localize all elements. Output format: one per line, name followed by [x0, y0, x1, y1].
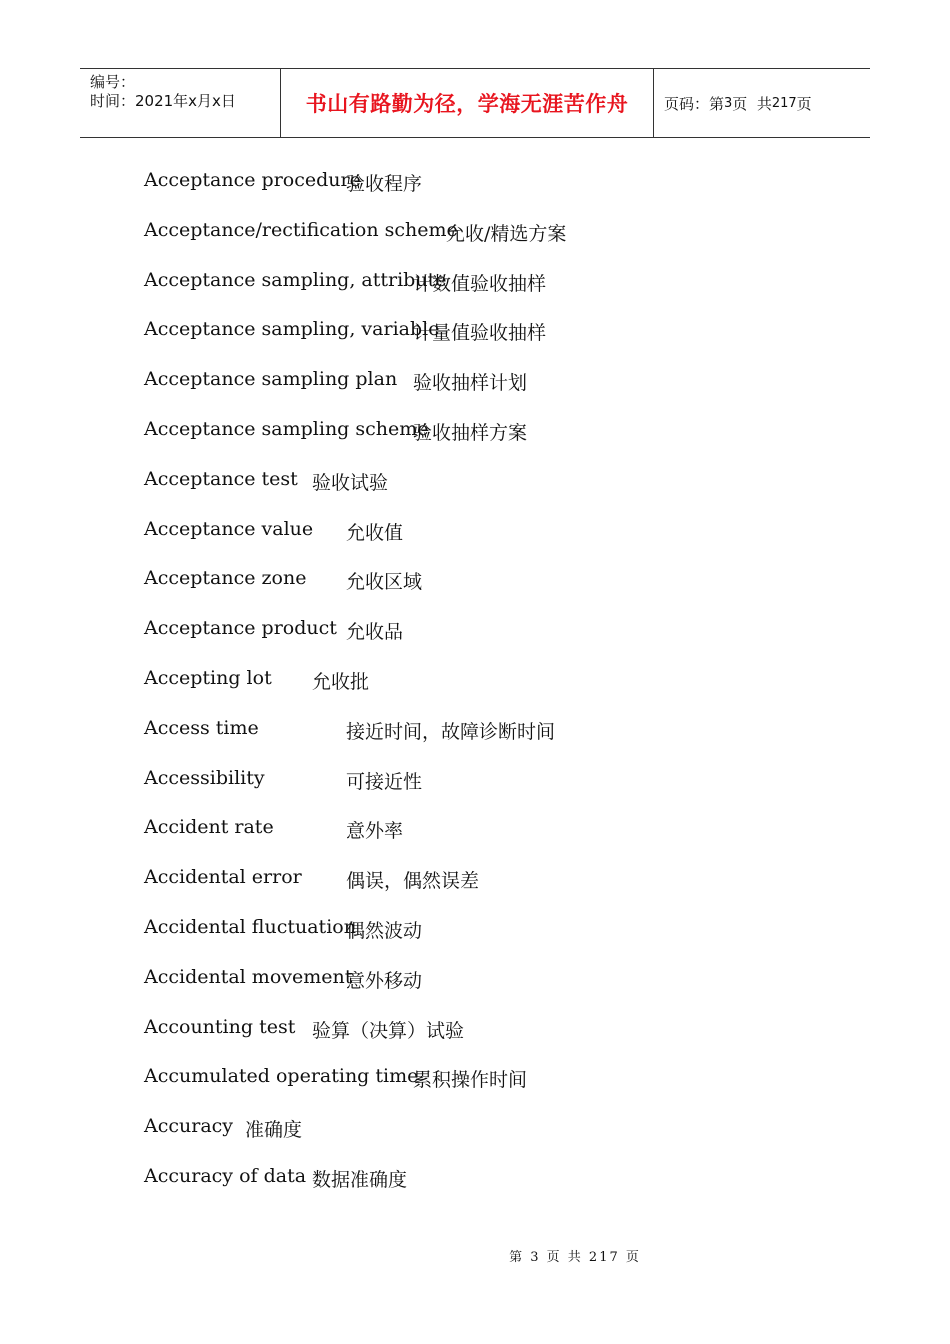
- list-item: [144, 313, 844, 363]
- term-en: Accident rate: [144, 816, 274, 839]
- header-info-cell: [80, 69, 281, 137]
- term-en: Accumulated operating time: [144, 1065, 419, 1088]
- term-zh: 累积操作时间: [413, 1069, 528, 1092]
- list-item: [144, 264, 844, 314]
- term-zh: 允收值: [346, 521, 404, 544]
- header-motto: 书山有路勤为径，学海无涯苦作舟: [281, 69, 654, 137]
- list-item: [144, 463, 844, 513]
- list-item: [144, 811, 844, 861]
- list-item: [144, 662, 844, 712]
- list-item: [144, 762, 844, 812]
- header-page-info: [654, 69, 870, 137]
- term-en: Acceptance product: [144, 617, 337, 640]
- list-item: [144, 1110, 844, 1160]
- term-en: Acceptance/rectification scheme: [144, 218, 458, 241]
- term-zh: 数据准确度: [312, 1168, 408, 1191]
- glossary-list: [144, 164, 844, 1210]
- term-zh: 允收/精选方案: [446, 222, 567, 245]
- term-en: Accessibility: [144, 766, 265, 789]
- term-en: Acceptance sampling plan: [144, 368, 398, 391]
- term-zh: 计量值验收抽样: [413, 322, 547, 345]
- term-zh: 意外移动: [346, 969, 423, 992]
- term-zh: 接近时间，故障诊断时间: [346, 720, 556, 743]
- page-footer: 第 3 页 共 217 页: [509, 1250, 641, 1265]
- page-suffix: 页: [796, 94, 812, 113]
- page-mid: 页 共: [732, 94, 772, 113]
- term-zh: 验收程序: [346, 173, 423, 195]
- list-item: [144, 363, 844, 413]
- term-en: Acceptance sampling, attribute: [144, 268, 447, 291]
- list-item: [144, 413, 844, 463]
- term-en: Accuracy of data: [144, 1164, 307, 1187]
- term-zh: 允收批: [312, 670, 370, 693]
- term-zh: 偶然波动: [346, 919, 423, 942]
- term-en: Acceptance sampling scheme: [144, 417, 429, 440]
- list-item: [144, 1160, 844, 1210]
- list-item: [144, 513, 844, 563]
- page-total: 217: [771, 95, 797, 111]
- term-zh: 验算（决算）试验: [312, 1019, 465, 1042]
- list-item: [144, 214, 844, 264]
- list-item: [144, 612, 844, 662]
- list-item: [144, 911, 844, 961]
- term-zh: 允收品: [346, 621, 404, 644]
- page-header: [80, 68, 870, 138]
- term-zh: 计数值验收抽样: [413, 272, 547, 295]
- term-zh: 偶误，偶然误差: [346, 870, 480, 893]
- list-item: [144, 712, 844, 762]
- term-zh: 意外率: [346, 820, 404, 843]
- term-en: Acceptance procedure: [144, 169, 361, 191]
- list-item: [144, 1060, 844, 1110]
- number-label: 编号：: [90, 73, 136, 91]
- list-item: [144, 961, 844, 1011]
- term-en: Acceptance value: [144, 517, 314, 540]
- term-en: Accepting lot: [144, 666, 272, 689]
- list-item: [144, 562, 844, 612]
- list-item: [144, 861, 844, 911]
- term-en: Access time: [144, 716, 259, 739]
- term-zh: 准确度: [245, 1119, 303, 1142]
- term-en: Acceptance zone: [144, 567, 307, 590]
- term-zh: 验收抽样方案: [413, 421, 528, 444]
- term-en: Accidental fluctuation: [144, 915, 356, 938]
- term-en: Accuracy: [144, 1115, 234, 1138]
- term-en: Acceptance sampling, variable: [144, 318, 440, 341]
- term-zh: 验收试验: [312, 471, 389, 494]
- term-en: Accidental movement: [144, 965, 353, 988]
- page-prefix: 页码：第: [664, 94, 725, 113]
- list-item: [144, 1011, 844, 1061]
- term-en: Accidental error: [144, 866, 302, 889]
- time-label: 时间：2021年x月x日: [90, 92, 236, 110]
- term-en: Acceptance test: [144, 467, 298, 490]
- term-zh: 可接近性: [346, 770, 423, 793]
- page-number: 3: [724, 95, 733, 111]
- term-zh: 验收抽样计划: [413, 372, 528, 395]
- term-en: Accounting test: [144, 1015, 296, 1038]
- list-item: [144, 164, 844, 214]
- term-zh: 允收区域: [346, 571, 423, 594]
